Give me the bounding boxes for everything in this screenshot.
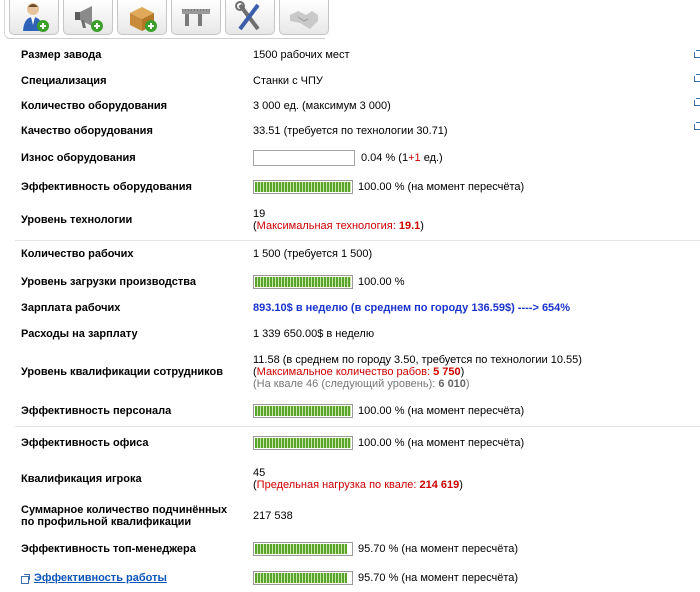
add-employee-button[interactable]: [9, 0, 59, 35]
edit-link-icon[interactable]: [694, 122, 700, 130]
technology-button[interactable]: [171, 0, 221, 35]
equipment-count-value: 3 000 ед. (максимум 3 000): [253, 99, 391, 112]
wear-increment: +1: [408, 151, 421, 164]
row-tech-level: Уровень технологии 19 (Максимальная технология: 19.1): [15, 201, 700, 240]
staff-efficiency-label: Эффективность персонала: [21, 405, 172, 418]
work-efficiency-link[interactable]: Эффективность работы: [34, 572, 167, 584]
equipment-efficiency-fill: [255, 182, 351, 192]
row-specialization: [15, 68, 700, 93]
player-qualification-label: Квалификация игрока: [21, 473, 142, 485]
row-qualification: Уровень квалификации сотрудников 11.58 (в среднем по городу 3.50, требуется по технологии 10.55) (Максимальное количество рабов: 5 750) (На квале 46 (следующий уровень): 6 010): [15, 346, 700, 397]
equipment-quality-label: Качество оборудования: [21, 124, 153, 137]
player-qualification-value: 45: [253, 467, 266, 479]
box-add-icon: [126, 1, 158, 33]
subordinates-label-line2: по профильной квалификации: [21, 516, 192, 528]
equipment-efficiency-bar: [253, 180, 353, 194]
max-tech-value: 19.1: [398, 220, 421, 233]
advertising-button[interactable]: [63, 0, 113, 35]
megaphone-add-icon: [72, 1, 104, 33]
max-load-value: 214 619: [419, 479, 460, 491]
work-efficiency-value: 95.70 % (на момент пересчёта): [358, 571, 519, 584]
staff-efficiency-value: 100.00 % (на момент пересчёта): [358, 405, 525, 418]
next-level-label: На квале 46 (следующий уровень):: [256, 377, 439, 390]
edit-link-icon[interactable]: [694, 50, 700, 58]
row-top-manager-efficiency: [15, 534, 700, 564]
load-value: 100.00 %: [358, 275, 405, 288]
work-efficiency-bar: [253, 571, 353, 585]
row-equipment-wear: [15, 143, 700, 172]
next-level-value: 6 010: [438, 377, 466, 390]
office-efficiency-bar: [253, 436, 353, 450]
sell-button[interactable]: [279, 0, 329, 35]
equipment-count-label: Количество оборудования: [21, 99, 168, 112]
row-office-efficiency: [15, 426, 700, 460]
row-equipment-efficiency: [15, 172, 700, 201]
wear-units: 1: [401, 151, 409, 164]
edit-link-icon[interactable]: [694, 98, 700, 106]
repair-button[interactable]: [225, 0, 275, 35]
supply-button[interactable]: [117, 0, 167, 35]
unit-info-table: [15, 42, 700, 592]
external-link-icon[interactable]: [21, 574, 30, 583]
load-bar: [253, 275, 353, 289]
top-manager-efficiency-bar: [253, 542, 353, 556]
row-equipment-quality: [15, 118, 700, 143]
factory-size-label: Размер завода: [21, 49, 102, 61]
max-workers-label: Максимальное количество рабов:: [256, 365, 434, 378]
row-workers-count: [15, 240, 700, 268]
row-salary-expenses: [15, 321, 700, 346]
top-manager-efficiency-label: Эффективность топ-менеджера: [21, 543, 196, 555]
salary-expenses-value: 1 339 650.00$ в неделю: [253, 327, 375, 340]
office-efficiency-value: 100.00 % (на момент пересчёта): [358, 437, 525, 450]
row-salary: [15, 295, 700, 321]
workers-count-label: Количество рабочих: [15, 240, 247, 268]
qualification-value: 11.58 (в среднем по городу 3.50, требуется по технологии 10.55): [253, 353, 582, 366]
toolbar: [4, 0, 325, 39]
caliper-icon: [180, 1, 212, 33]
specialization-label: Специализация: [21, 74, 107, 87]
row-player-qualification: Квалификация игрока 45 (Предельная нагрузка по квале: 214 619): [15, 460, 700, 498]
wear-gauge: [253, 150, 355, 166]
row-subordinates: [15, 498, 700, 534]
equipment-efficiency-value: 100.00 % (на момент пересчёта): [358, 180, 525, 193]
row-load: [15, 268, 700, 295]
max-workers-value: 5 750: [433, 365, 461, 378]
row-work-efficiency: [15, 564, 700, 592]
add-person-icon: [18, 1, 50, 33]
salary-label: Зарплата рабочих: [21, 302, 121, 314]
tech-level-value: 19: [253, 208, 266, 221]
workers-count-value: 1 500 (требуется 1 500): [247, 240, 700, 268]
load-label: Уровень загрузки производства: [21, 275, 197, 288]
subordinates-value: 217 538: [253, 510, 293, 522]
handshake-icon: [288, 1, 320, 33]
row-staff-efficiency: [15, 397, 700, 426]
load-fill: [255, 277, 351, 287]
max-load-label: Предельная нагрузка по квале:: [256, 479, 420, 491]
salary-expenses-label: Расходы на зарплату: [21, 327, 138, 340]
equipment-quality-value: 33.51 (требуется по технологии 30.71): [253, 124, 448, 137]
staff-efficiency-bar: [253, 404, 353, 418]
tools-icon: [234, 1, 266, 33]
work-efficiency-fill: [255, 573, 347, 583]
office-efficiency-fill: [255, 438, 351, 448]
max-tech-label: Максимальная технология:: [256, 220, 399, 233]
equipment-efficiency-label: Эффективность оборудования: [21, 180, 192, 193]
edit-link-icon[interactable]: [694, 74, 700, 82]
qualification-label: Уровень квалификации сотрудников: [21, 365, 224, 378]
specialization-value: Станки с ЧПУ: [253, 74, 323, 87]
equipment-wear-label: Износ оборудования: [21, 151, 136, 164]
factory-size-value: 1500 рабочих мест: [253, 49, 350, 61]
wear-percent: 0.04 % (: [361, 151, 402, 164]
row-equipment-count: [15, 93, 700, 118]
top-manager-efficiency-fill: [255, 544, 347, 554]
row-factory-size: [15, 42, 700, 68]
wear-suffix: ед.): [420, 151, 443, 164]
top-manager-efficiency-value: 95.70 % (на момент пересчёта): [358, 542, 519, 555]
staff-efficiency-fill: [255, 406, 351, 416]
tech-level-label: Уровень технологии: [21, 214, 133, 227]
salary-value: 893.10$ в неделю (в среднем по городу 136.59$) ----> 654%: [253, 302, 571, 314]
office-efficiency-label: Эффективность офиса: [15, 426, 247, 460]
subordinates-label-line1: Суммарное количество подчинённых: [21, 504, 228, 516]
